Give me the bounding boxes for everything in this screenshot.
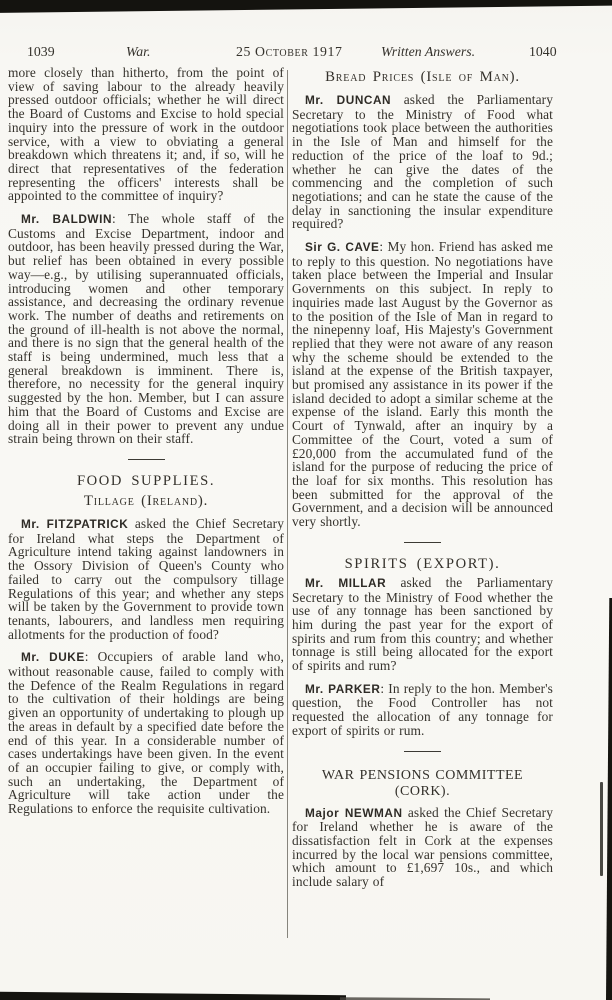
- speaker-name: Mr. DUNCAN: [305, 93, 392, 107]
- speech-text: asked the Parliamentary Secretary to the Ministry of Food what negotiations took place between the authorities in the Isle of Man and himself for the reduction of the price of the loaf to 9d.; whether he can give the dates of the commencing and the completion of such negotiations; and can he state the cause of the delay in sanctioning the insular expenditure required?: [292, 92, 553, 232]
- speech-text: : My hon. Friend has asked me to reply to this question. No negotiations have taken place between the Imperial and Insular Governments on this subject. In reply to inquiries made last August by the Governor as to the position of the Isle of Man in regard to the ninepenny loaf, His Majesty's Government replied that they were not aware of any reason why the scheme should be extended to the island at the expense of the British taxpayer, but promised any assistance in its power if the island decided to adopt a similar scheme at the expense of the island. Early this month the Court of Tynwald, after an inquiry by a Committee of the Court, voted a sum of £20,000 from the accumulated fund of the island for the purpose of reducing the price of the loaf for six months. This resolution has been submitted for the approval of the Government, and a decision will be announced very shortly.: [292, 239, 553, 530]
- speech-paragraph: [8, 66, 284, 203]
- page-number-left: 1039: [27, 44, 55, 59]
- section-divider: [128, 459, 165, 460]
- speaker-name: Mr. BALDWIN: [21, 212, 113, 227]
- section-divider: [404, 751, 441, 752]
- page-header: [0, 44, 612, 64]
- speech-paragraph: [292, 576, 553, 673]
- speech-paragraph: [8, 517, 284, 641]
- speech-text: asked the Chief Secretary for Ireland whether he is aware of the dissatisfaction felt in Cork at the expenses incurred by the local war pensions committee, which amount to £1,697 10s., and which include salary of: [292, 804, 554, 890]
- scan-edge-right: [606, 598, 612, 1000]
- running-title-right: Written Answers.: [381, 44, 476, 59]
- section-heading: Bread Prices (Isle of Man).: [325, 69, 520, 85]
- speech-paragraph: [292, 240, 553, 529]
- speech-text: : Occupiers of arable land who, without reasonable cause, failed to comply with the Defence of the Realm Regulations in regard to the cultivation of their holdings are being given an opportunity of undertaking to plough up the areas in default by a specified date before the end of this year. In a considerable number of cases undertakings have been given. In the event of an occupier failing to give, or comply with, such an undertaking, the Department of Agriculture will take action under the Regulations to enforce the requisite cultivation.: [8, 649, 284, 817]
- speech-paragraph: [292, 682, 553, 738]
- section-heading: Tillage (Ireland).: [83, 492, 209, 509]
- speech-text: more closely than hitherto, from the point of view of saving labour to the already heavily pressed outdoor officials; whether he will direct the Board of Customs and Excise to hold special inquiry into the pressure of work in the outdoor service, with a view to obviating a general breakdown which threatens it; and, if so, will he direct that representatives of the federation representing the officers' interests shall be appointed to the committee of inquiry?: [8, 65, 284, 204]
- section-heading: FOOD SUPPLIES.: [76, 472, 216, 489]
- speaker-name: Mr. FITZPATRICK: [21, 516, 129, 531]
- page-number-right: 1040: [529, 44, 557, 59]
- speaker-name: Mr. MILLAR: [305, 575, 387, 590]
- speaker-name: Mr. DUKE: [21, 650, 85, 665]
- header-date: 25 October 1917: [236, 44, 343, 59]
- speech-text: asked the Parliamentary Secretary to the Ministry of Food whether the use of any tonnage has been sanctioned by him during the past year for the export of spirits and rum from this country; and whether tonnage is still being allocated for the export of spirits and rum?: [292, 574, 553, 674]
- speaker-name: Major NEWMAN: [305, 805, 403, 820]
- speaker-name: Mr. PARKER: [305, 681, 381, 696]
- running-title-left: War.: [126, 44, 151, 59]
- speech-paragraph: [292, 93, 553, 231]
- scan-mark-right-margin: [600, 782, 603, 876]
- speech-text: : The whole staff of the Customs and Excise Department, indoor and outdoor, has been heavily pressed during the War, but relief has been obtained in every possible way—e.g., by utilising superannuated officials, introducing women and other temporary assistance, and decreasing the ordinary revenue work. The number of deaths and retirements on the ground of ill-health is not above the normal, and there is no sign that the general health of the staff is being undermined, much less that a general breakdown is imminent. There is, therefore, no necessity for the general inquiry suggested by the hon. Member, but I can assure him that the Board of Customs and Excise are doing all in their power to prevent any undue strain being thrown on their staff.: [8, 211, 284, 447]
- scan-edge-bottom: [0, 990, 346, 1000]
- speech-paragraph: [8, 650, 284, 815]
- speech-paragraph: [292, 806, 553, 889]
- section-heading: WAR PENSIONS COMMITTEE (CORK).: [321, 767, 524, 799]
- column-right: [292, 66, 553, 898]
- speech-text: asked the Chief Secretary for Ireland what steps the Department of Agriculture intend taking against landowners in the Ossory Division of Queen's County who failed to carry out the compulsory tillage Regulations of this year; and whether any steps will be taken by the Government to provide town tenants, labourers, and landless men requiring allotments for the production of food?: [8, 515, 285, 642]
- column-left: [8, 66, 284, 825]
- scan-edge-top: [0, 0, 612, 14]
- scan-edge-bottom-faint: [340, 996, 490, 1000]
- section-heading: SPIRITS (EXPORT).: [344, 555, 501, 572]
- section-divider: [404, 542, 441, 543]
- speech-paragraph: [8, 212, 284, 446]
- speech-text: : In reply to the hon. Member's question, the Food Controller has not requested the allocation of any tonnage for export of spirits or rum.: [292, 680, 553, 738]
- speaker-name: Sir G. CAVE: [305, 240, 380, 255]
- column-divider-rule: [287, 70, 288, 938]
